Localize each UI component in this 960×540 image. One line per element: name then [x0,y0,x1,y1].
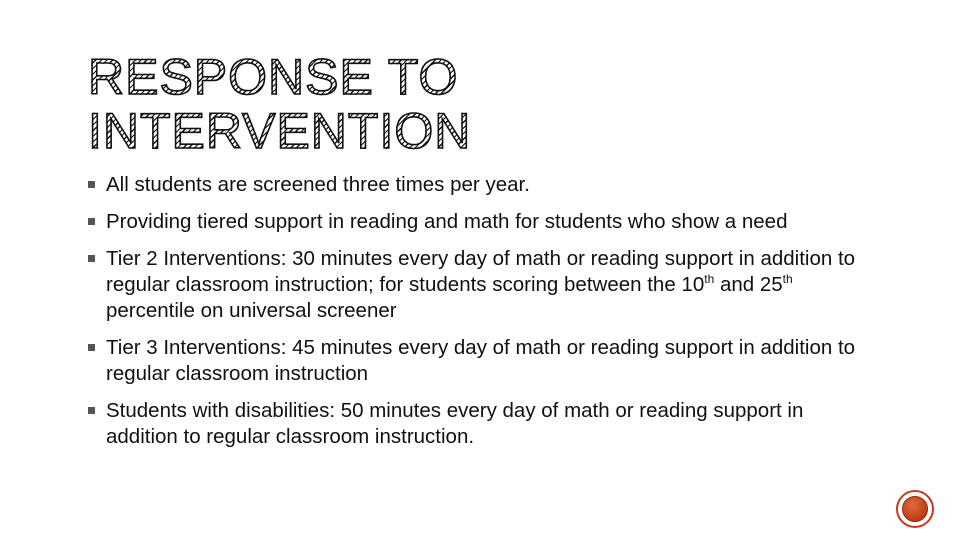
bullet-superscript: th [782,272,793,287]
bullet-marker-icon [88,218,95,225]
bullet-text: Tier 3 Interventions: 45 minutes every day of math or reading support in addition to regular classroom instruction [106,336,856,385]
bullet-marker-icon [88,181,95,188]
slide-title-area [88,50,708,158]
bullet-item-disabilities [88,398,858,450]
bullet-item-tier-2 [88,246,858,324]
bullet-item-tiered-support [88,209,858,235]
bullet-superscript: th [704,272,715,287]
badge-circle-icon [902,496,928,522]
bullet-marker-icon [88,407,95,414]
bullet-item-tier-3 [88,335,858,387]
bullet-marker-icon [88,344,95,351]
slide-title-line-2: INTERVENTION [88,103,472,159]
bullet-text-part-3: percentile on universal screener [106,299,397,322]
slide-title-line-1: RESPONSE TO [88,49,459,105]
bullet-marker-icon [88,255,95,262]
slide-badge-icon [896,490,934,528]
bullet-text-part-1: Tier 2 Interventions: 30 minutes every day of math or reading support in addition to regular classroom instruction; for students scoring between the 10 [106,247,856,296]
bullet-text: Providing tiered support in reading and math for students who show a need [106,210,788,233]
slide-title [88,50,708,158]
bullet-item-screening [88,172,858,198]
bullet-list [88,172,858,461]
bullet-text: All students are screened three times per year. [106,173,530,196]
bullet-text: Students with disabilities: 50 minutes every day of math or reading support in addition to regular classroom instruction. [106,399,804,448]
bullet-text-part-2: and 25 [714,273,783,296]
